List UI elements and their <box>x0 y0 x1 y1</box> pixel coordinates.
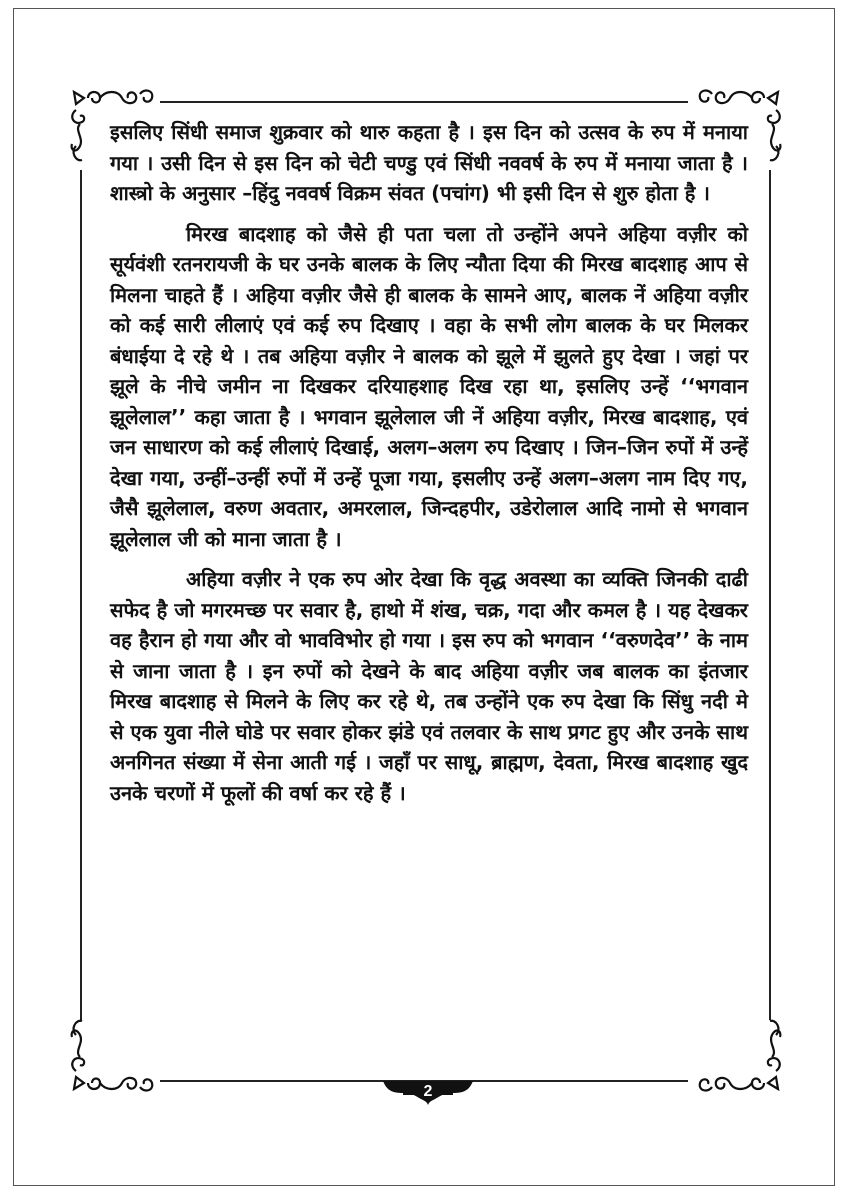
frame-right-rule <box>769 170 771 1020</box>
page-number: 2 <box>423 1083 433 1100</box>
paragraph: मिरख बादशाह को जैसे ही पता चला तो उन्होंने अपने अहिया वज़ीर को सूर्यवंशी रतनरायजी के घर उनके बालक के लिए न्यौता दिया की मिरख बादशाह आप से मिलना चाहते हैं । अहिया वज़ीर जैसे ही बालक के सामने आए, बालक नें अहिया वज़ीर को कई सारी लीलाएं एवं कई रुप दिखाए । वहा के सभी लोग बालक के घर मिलकर बंधाईया दे रहे थे । तब अहिया वज़ीर ने बालक को झूले में झुलते हुए देखा । जहां पर झूले के नीचे जमीन ना दिखकर दरियाहशाह दिख रहा था, इसलिए उन्हें ‘‘भगवान झूलेलाल’’ कहा जाता है । भगवान झूलेलाल जी नें अहिया वज़ीर, मिरख बादशाह, एवं जन साधारण को कई लीलाएं दिखाई, अलग–अलग रुप दिखाए । जिन–जिन रुपों में उन्हें देखा गया, उन्हीं–उन्हीं रुपों में उन्हें पूजा गया, इसलीए उन्हें अलग–अलग नाम दिए गए, जैसै झूलेलाल, वरुण अवतार, अमरलाल, जिन्दहपीर, उडेरोलाल आदि नामो से भगवान झूलेलाल जी को माना जाता है । <box>110 221 748 551</box>
corner-ornament-icon <box>686 1007 786 1097</box>
paragraph: इसलिए सिंधी समाज शुक्रवार को थारु कहता है । इस दिन को उत्सव के रुप में मनाया गया । उसी दिन से इस दिन को चेटी चण्डु एवं सिंधी नववर्ष के रुप में मनाया जाता है । शास्त्रो के अनुसार –हिंदु नववर्ष विक्रम संवत (पचांग) भी इसी दिन से शुरु होता है । <box>110 120 748 205</box>
page-number-badge <box>383 1081 473 1103</box>
frame-top-rule <box>160 101 688 103</box>
corner-ornament-icon <box>66 1007 166 1097</box>
frame-left-rule <box>80 170 82 1020</box>
paragraph: अहिया वज़ीर ने एक रुप ओर देखा कि वृद्ध अवस्था का व्यक्ति जिनकी दाढी सफेद है जो मगरमच्छ पर सवार है, हाथो में शंख, चक्र, गदा और कमल है । यह देखकर वह हैरान हो गया और वो भावविभोर हो गया । इस रुप को भगवान ‘‘वरुणदेव’’ के नाम से जाना जाता है । इन रुपों को देखने के बाद अहिया वज़ीर जब बालक का इंतजार मिरख बादशाह से मिलने के लिए कर रहे थे, तब उन्होंने एक रुप देखा कि सिंधु नदी मे से एक युवा नीले घोडे पर सवार होकर झंडे एवं तलवार के साथ प्रगट हुए और उनके साथ अनगिनत संख्या में सेना आती गई । जहाँ पर साधू, ब्राह्मण, देवता, मिरख बादशाह खुद उनके चरणों में फूलों की वर्षा कर रहे हैं । <box>110 567 748 805</box>
page-body <box>110 117 748 818</box>
